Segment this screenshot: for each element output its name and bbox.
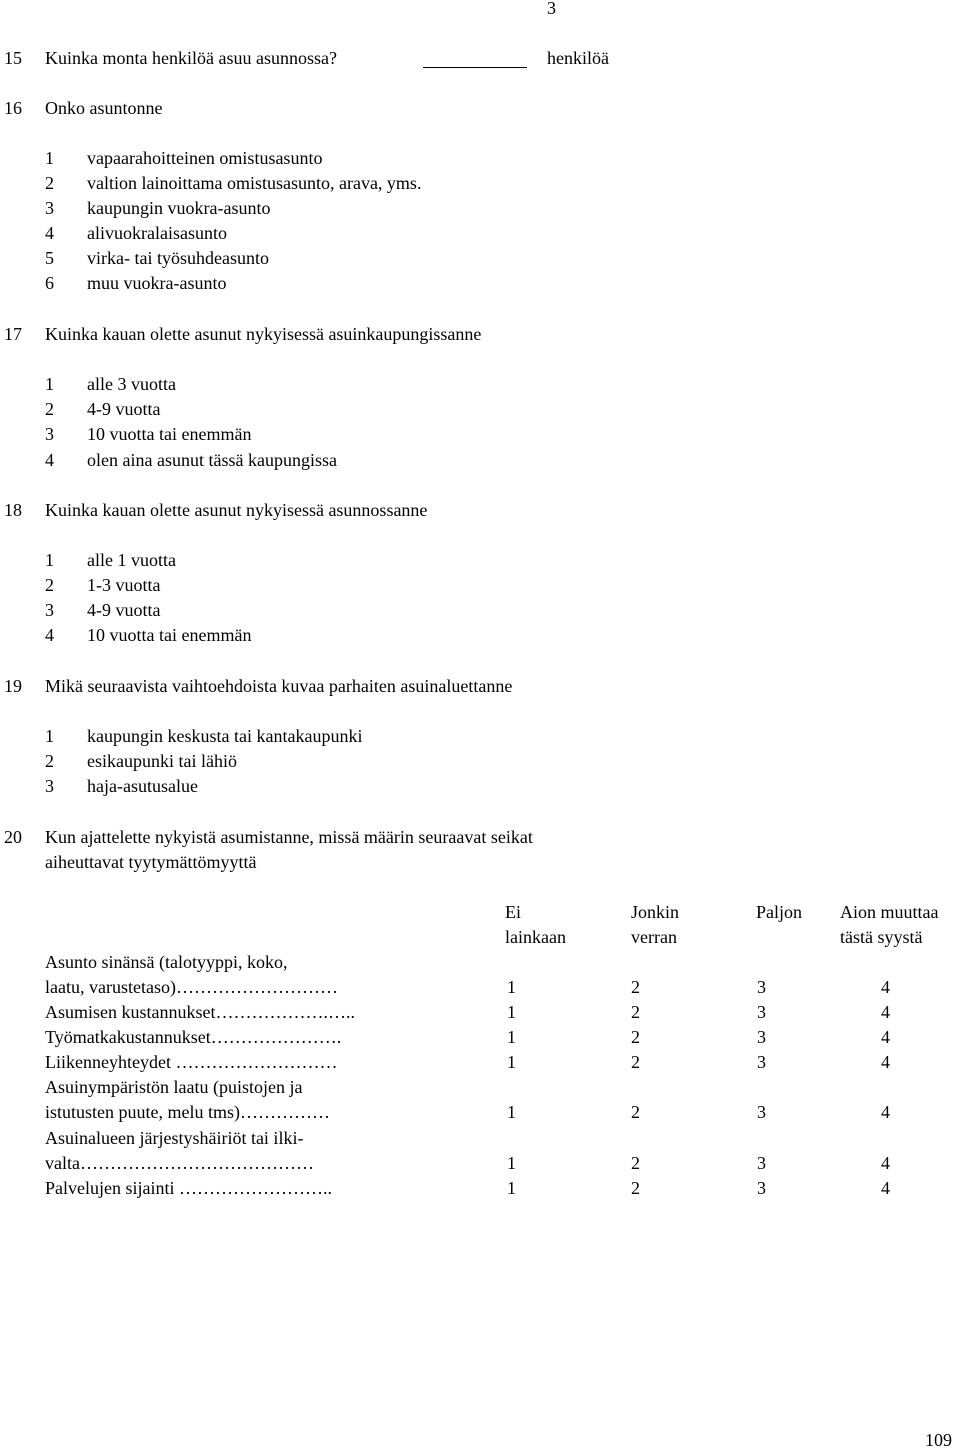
question-text: Onko asuntonne (45, 98, 163, 118)
rating-option[interactable]: 4 (881, 1002, 890, 1022)
question-text: Kuinka kauan olette asunut nykyisessä asuinkaupungissanne (45, 324, 482, 344)
rating-option[interactable]: 1 (507, 1002, 516, 1022)
option-number[interactable]: 2 (45, 575, 54, 595)
option-label: 4-9 vuotta (87, 600, 161, 620)
column-header-somewhat-line2: verran (631, 927, 677, 947)
question-number: 20 (4, 827, 22, 847)
option-number[interactable]: 4 (45, 450, 54, 470)
row-label: istutusten puute, melu tms)…………… (45, 1102, 330, 1122)
column-header-will-move-line2: tästä syystä (840, 927, 923, 947)
rating-option[interactable]: 1 (507, 977, 516, 997)
option-number[interactable]: 5 (45, 248, 54, 268)
option-label: 4-9 vuotta (87, 399, 161, 419)
option-label: valtion lainoittama omistusasunto, arava, yms. (87, 173, 422, 193)
rating-option[interactable]: 4 (881, 1027, 890, 1047)
page-number-bottom: 109 (925, 1430, 952, 1450)
question-text: Kuinka monta henkilöä asuu asunnossa? (45, 48, 337, 68)
rating-option[interactable]: 4 (881, 1052, 890, 1072)
option-label: vapaarahoitteinen omistusasunto (87, 148, 323, 168)
column-header-not-at-all: Ei (505, 902, 521, 922)
row-label: Työmatkakustannukset…………………. (45, 1027, 342, 1047)
column-header-a-lot: Paljon (756, 902, 803, 922)
question-text-line-2: aiheuttavat tyytymättömyyttä (45, 852, 257, 872)
option-label: alivuokralaisasunto (87, 223, 227, 243)
option-number[interactable]: 1 (45, 726, 54, 746)
rating-option[interactable]: 3 (757, 1027, 766, 1047)
rating-option[interactable]: 4 (881, 1102, 890, 1122)
rating-option[interactable]: 2 (631, 1178, 640, 1198)
option-number[interactable]: 1 (45, 148, 54, 168)
option-label: virka- tai työsuhdeasunto (87, 248, 269, 268)
rating-option[interactable]: 4 (881, 1178, 890, 1198)
rating-option[interactable]: 3 (757, 1153, 766, 1173)
option-label: olen aina asunut tässä kaupungissa (87, 450, 337, 470)
question-number: 17 (4, 324, 22, 344)
row-label: Asunto sinänsä (talotyyppi, koko, (45, 952, 288, 972)
answer-blank-line[interactable] (423, 67, 527, 68)
rating-option[interactable]: 1 (507, 1052, 516, 1072)
option-label: kaupungin vuokra-asunto (87, 198, 271, 218)
option-number[interactable]: 3 (45, 198, 54, 218)
option-number[interactable]: 4 (45, 223, 54, 243)
rating-option[interactable]: 3 (757, 977, 766, 997)
option-label: 10 vuotta tai enemmän (87, 424, 252, 444)
question-number: 16 (4, 98, 22, 118)
option-number[interactable]: 4 (45, 625, 54, 645)
column-header-not-at-all-line2: lainkaan (505, 927, 566, 947)
option-label: alle 1 vuotta (87, 550, 176, 570)
row-label: Asuinalueen järjestyshäiriöt tai ilki- (45, 1128, 304, 1148)
row-label: Palvelujen sijainti …………………….. (45, 1178, 332, 1198)
rating-option[interactable]: 2 (631, 1027, 640, 1047)
option-label: haja-asutusalue (87, 776, 198, 796)
option-number[interactable]: 6 (45, 273, 54, 293)
rating-option[interactable]: 2 (631, 1153, 640, 1173)
page-number-top: 3 (547, 0, 556, 18)
rating-option[interactable]: 2 (631, 1102, 640, 1122)
column-header-somewhat: Jonkin (631, 902, 680, 922)
rating-option[interactable]: 4 (881, 977, 890, 997)
rating-option[interactable]: 2 (631, 977, 640, 997)
option-label: kaupungin keskusta tai kantakaupunki (87, 726, 363, 746)
option-label: alle 3 vuotta (87, 374, 176, 394)
rating-option[interactable]: 1 (507, 1027, 516, 1047)
option-label: 10 vuotta tai enemmän (87, 625, 252, 645)
unit-label: henkilöä (547, 48, 609, 68)
rating-option[interactable]: 2 (631, 1002, 640, 1022)
option-number[interactable]: 3 (45, 600, 54, 620)
rating-option[interactable]: 3 (757, 1178, 766, 1198)
rating-option[interactable]: 1 (507, 1153, 516, 1173)
question-number: 19 (4, 676, 22, 696)
row-label: Asuinympäristön laatu (puistojen ja (45, 1077, 303, 1097)
option-number[interactable]: 1 (45, 374, 54, 394)
row-label: valta………………………………… (45, 1153, 314, 1173)
option-label: esikaupunki tai lähiö (87, 751, 237, 771)
option-number[interactable]: 1 (45, 550, 54, 570)
column-header-will-move: Aion muuttaa (840, 902, 939, 922)
rating-option[interactable]: 2 (631, 1052, 640, 1072)
question-text: Kuinka kauan olette asunut nykyisessä asunnossanne (45, 500, 428, 520)
option-label: muu vuokra-asunto (87, 273, 227, 293)
option-number[interactable]: 2 (45, 399, 54, 419)
option-number[interactable]: 2 (45, 751, 54, 771)
question-text-line-1: Kun ajattelette nykyistä asumistanne, missä määrin seuraavat seikat (45, 827, 533, 847)
rating-option[interactable]: 3 (757, 1002, 766, 1022)
option-label: 1-3 vuotta (87, 575, 161, 595)
question-number: 15 (4, 48, 22, 68)
option-number[interactable]: 3 (45, 424, 54, 444)
row-label: Liikenneyhteydet ……………………… (45, 1052, 338, 1072)
option-number[interactable]: 3 (45, 776, 54, 796)
row-label: Asumisen kustannukset……………….….. (45, 1002, 355, 1022)
question-text: Mikä seuraavista vaihtoehdoista kuvaa parhaiten asuinaluettanne (45, 676, 513, 696)
option-number[interactable]: 2 (45, 173, 54, 193)
rating-option[interactable]: 1 (507, 1178, 516, 1198)
rating-option[interactable]: 4 (881, 1153, 890, 1173)
row-label: laatu, varustetaso)……………………… (45, 977, 338, 997)
rating-option[interactable]: 1 (507, 1102, 516, 1122)
rating-option[interactable]: 3 (757, 1102, 766, 1122)
rating-option[interactable]: 3 (757, 1052, 766, 1072)
question-number: 18 (4, 500, 22, 520)
